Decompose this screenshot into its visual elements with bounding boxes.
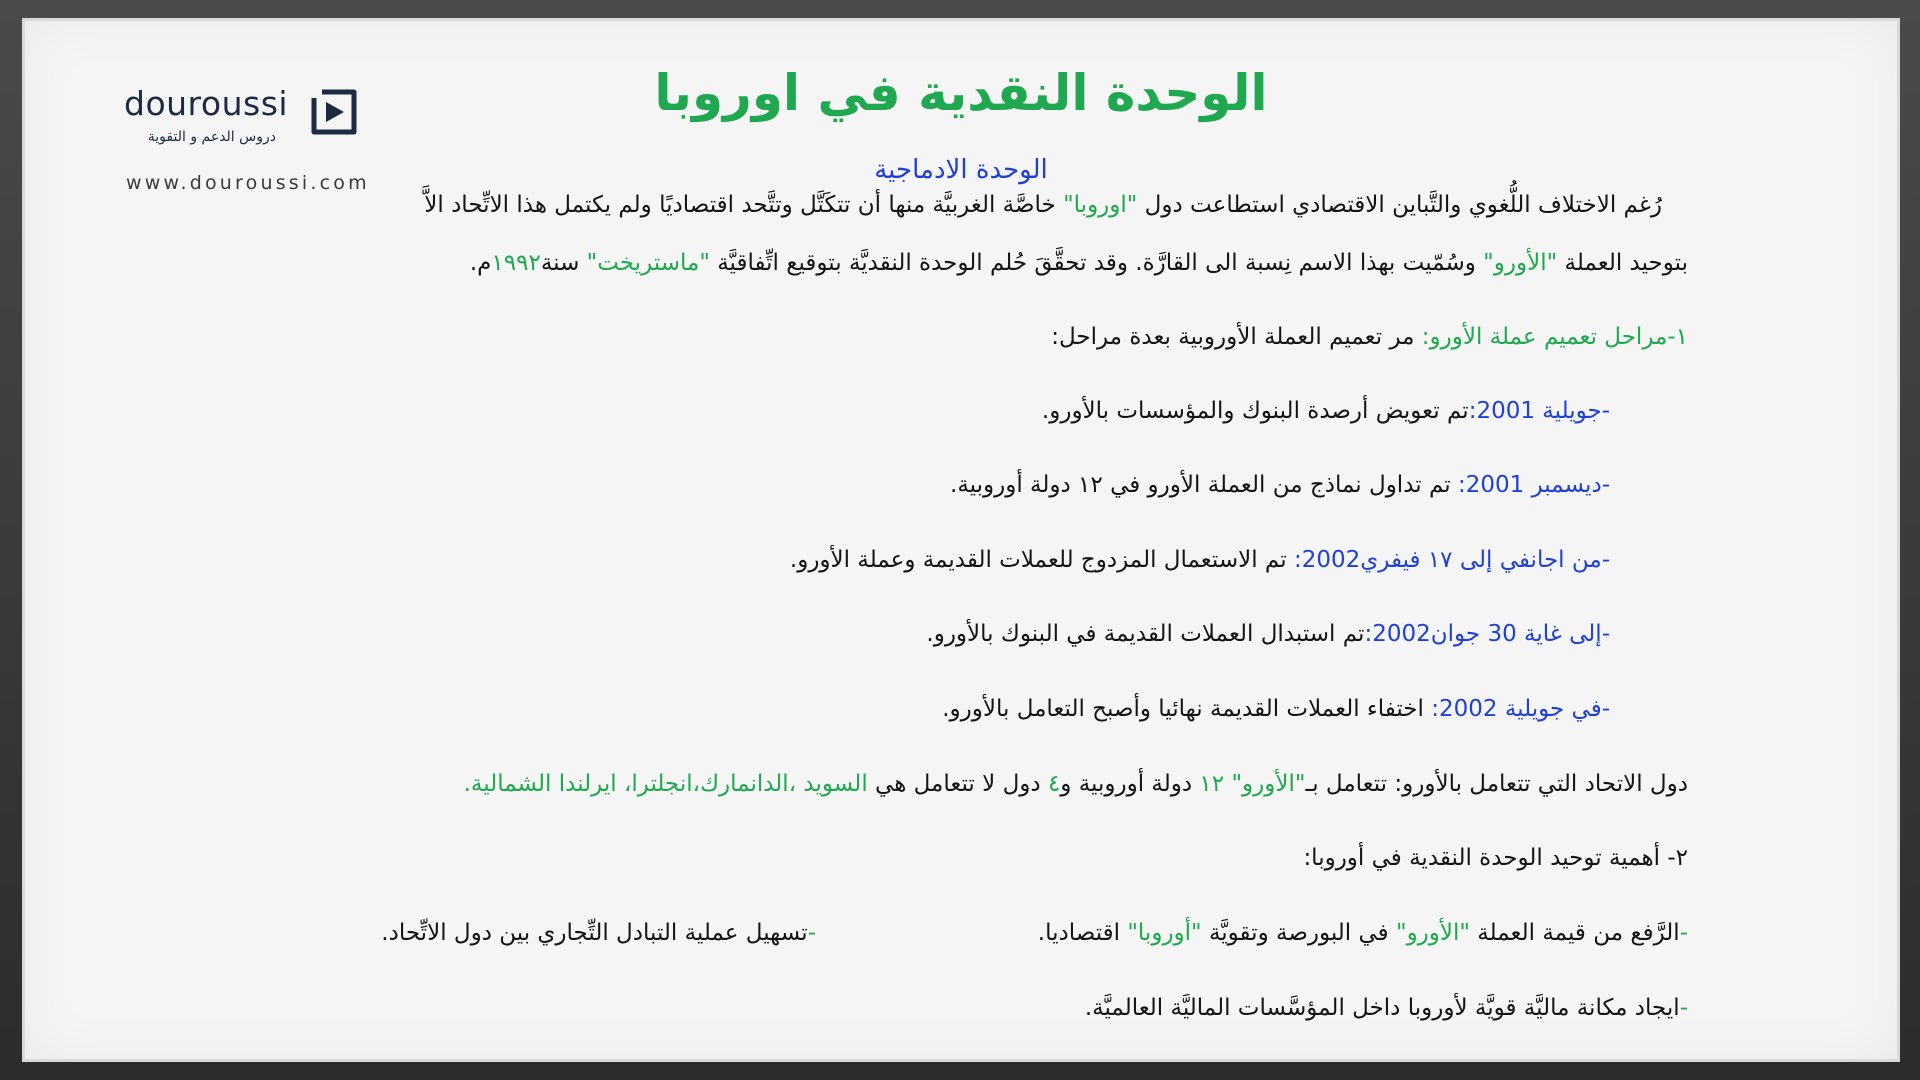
- importance-text: تسهيل عملية التبادل التِّجاري بين دول الاتِّحاد.: [381, 920, 808, 946]
- importance-item-2: [381, 920, 816, 946]
- stages-title: ١-مراحل تعميم عملة الأورو:: [1421, 324, 1688, 350]
- importance-item-1: [1038, 920, 1688, 946]
- stages-heading: [1051, 324, 1688, 350]
- intro-text: بتوحيد العملة: [1564, 250, 1688, 276]
- stage-text: تم الاستعمال المزدوج للعملات القديمة وعملة الأورو.: [789, 547, 1287, 573]
- intro-text: سنة: [540, 250, 580, 276]
- importance-text: اقتصاديا.: [1037, 920, 1121, 946]
- logo-name: douroussi: [124, 84, 289, 123]
- stage-text: تم تعويض أرصدة البنوك والمؤسسات بالأورو.: [1041, 398, 1469, 424]
- highlight-euro: "الأورو": [1483, 250, 1558, 276]
- highlight-europe: "اوروبا": [1063, 192, 1138, 218]
- stages-intro: مر تعميم العملة الأوروبية بعدة مراحل:: [1051, 324, 1415, 350]
- stage-text: تم تداول نماذج من العملة الأورو في ١٢ دولة أوروبية.: [950, 472, 1451, 498]
- stage-item: [926, 621, 1610, 647]
- highlight-europe: "أوروبا": [1127, 920, 1202, 946]
- countries-line: [464, 771, 1688, 797]
- stage-date: -إلى غاية 30 جوان2002:: [1364, 621, 1610, 647]
- importance-text: في البورصة وتقويَّة: [1208, 920, 1389, 946]
- importance-heading: ٢- أهمية توحيد الوحدة النقدية في أوروبا:: [1303, 845, 1688, 871]
- page-subtitle: الوحدة الادماجية: [874, 155, 1048, 185]
- logo-url: www.douroussi.com: [126, 172, 370, 194]
- count-12: ١٢: [1199, 771, 1225, 797]
- stage-item: [950, 472, 1610, 498]
- importance-text: ايجاد مكانة ماليَّة قويَّة لأوروبا داخل المؤسَّسات الماليَّة العالميَّة.: [1084, 995, 1680, 1021]
- stage-date: -في جويلية 2002:: [1431, 696, 1610, 722]
- highlight-euro: "الأورو": [1395, 920, 1470, 946]
- stage-date: -ديسمبر 2001:: [1458, 472, 1610, 498]
- intro-text: م.: [469, 250, 492, 276]
- stage-date: -من اجانفي إلى ١٧ فيفري2002:: [1293, 547, 1610, 573]
- intro-line-1: [424, 192, 1662, 218]
- whiteboard: [22, 18, 1900, 1062]
- countries-list: السويد ،الدانمارك،انجلترا، ايرلندا الشمالية.: [463, 771, 868, 797]
- stage-text: اختفاء العملات القديمة نهائيا وأصبح التعامل بالأورو.: [942, 696, 1424, 722]
- highlight-euro: "الأورو": [1231, 771, 1306, 797]
- countries-text: دولة أوروبية و: [1060, 771, 1193, 797]
- bullet-dash: -: [807, 920, 816, 946]
- countries-text: دول الاتحاد التي تتعامل بالأورو: تتعامل بـ: [1305, 771, 1688, 797]
- importance-item-3: [1085, 995, 1688, 1021]
- countries-text: دول لا تتعامل هي: [875, 771, 1041, 797]
- importance-text: الرَّفع من قيمة العملة: [1477, 920, 1680, 946]
- highlight-maastricht: "ماستريخت": [586, 250, 710, 276]
- intro-line-2: [470, 250, 1688, 276]
- intro-text: خاصَّة الغربيَّة منها أن تتكَتَّل وتتَّحد اقتصاديًا ولم يكتمل هذا الاتِّحاد الاَّ: [424, 192, 1056, 218]
- stage-item: [942, 696, 1610, 722]
- logo-tagline: دروس الدعم و التقوية: [147, 129, 276, 145]
- stage-item: [790, 547, 1610, 573]
- highlight-year: ١٩٩٢: [491, 250, 541, 276]
- page-title: الوحدة النقدية في اوروبا: [654, 64, 1268, 122]
- stage-date: -جويلية 2001:: [1468, 398, 1610, 424]
- stage-text: تم استبدال العملات القديمة في البنوك بالأورو.: [926, 621, 1365, 647]
- bullet-dash: -: [1679, 995, 1688, 1021]
- intro-text: رُغم الاختلاف اللُّغوي والتَّباين الاقتصادي استطاعت دول: [1144, 192, 1662, 218]
- count-4: ٤: [1047, 771, 1061, 797]
- stage-item: [1042, 398, 1610, 424]
- intro-text: وسُمّيت بهذا الاسم نِسبة الى القارَّة. وقد تحقَّقَ حُلم الوحدة النقديَّة بتوقيع اتِّفاقيَّة: [717, 250, 1476, 276]
- bullet-dash: -: [1679, 920, 1688, 946]
